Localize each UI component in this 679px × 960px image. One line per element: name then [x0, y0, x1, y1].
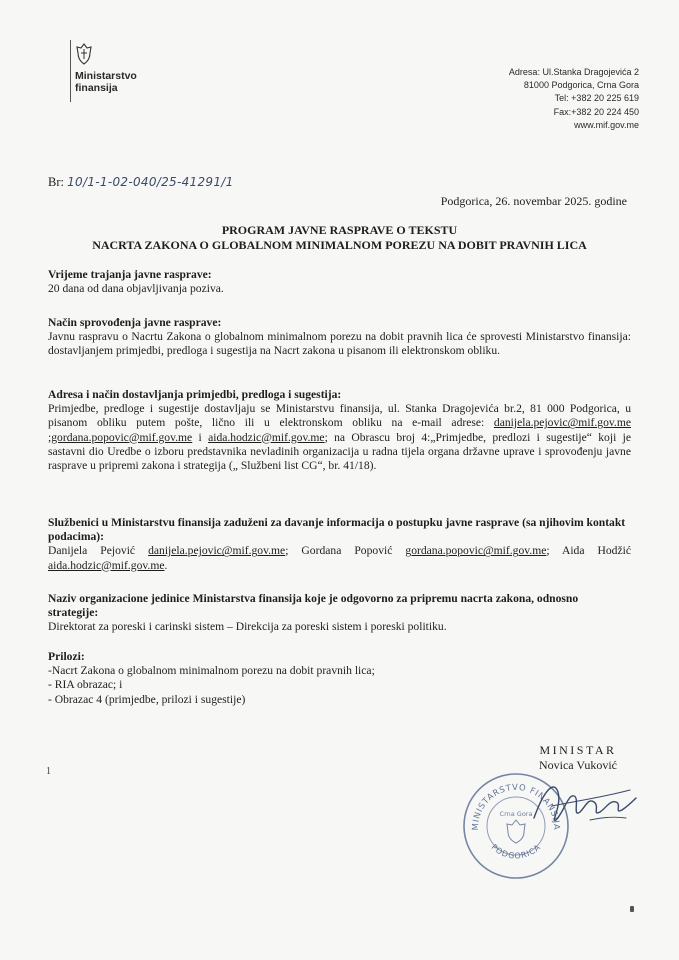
reference-handwritten-number: 10/1-1-02-040/25-41291/1	[67, 175, 234, 189]
address-street: Adresa: Ul.Stanka Dragojevića 2	[508, 67, 639, 77]
submission-text-a: Primjedbe, predloge i sugestije dostavljaju se Ministarstvu finansija, ul. Stanka Dragojevića br.2, 81 000 Podgorica, u pisanom obliku putem pošte, lično ili u elektronskom obliku na e-mail adrese:	[48, 402, 631, 430]
minister-name: Novica Vuković	[538, 758, 617, 772]
address-city: 81000 Podgorica, Crna Gora	[523, 80, 639, 91]
title-line-1: PROGRAM JAVNE RASPRAVE O TEKSTU	[221, 223, 458, 237]
title-line-2: NACRTA ZAKONA O GLOBALNOM MINIMALNOM POREZU NA DOBIT PRAVNIH LICA	[92, 238, 587, 252]
seal-text-country: Crna Gora	[499, 810, 533, 818]
contact-name-popovic: ; Gordana Popović	[285, 544, 406, 558]
attachment-item: - Obrazac 4 (primjedbe, prilozi i sugestije)	[48, 692, 246, 706]
section-contacts	[48, 516, 631, 573]
seal-text-bottom: PODGORICA	[489, 842, 543, 861]
email-link-popovic[interactable]: gordana.popovic@mif.gov.me	[51, 430, 193, 444]
ministry-logo-text	[75, 70, 137, 94]
corner-mark	[630, 906, 634, 912]
submission-sep-1: ;	[48, 430, 52, 444]
contact-name-pejovic: Danijela Pejović	[48, 544, 149, 558]
submission-text-b: ; na Obrascu broj 4:„Primjedbe, predlozi i sugestije“ koji je sastavni dio Uredbe o izboru predstavnika nevladinih organizacija u radna tijela organa državne uprave i sprovođenju javne rasprave u pripremi zakona i strategija („ Službeni list CG“, br. 41/18).	[48, 430, 631, 473]
address-fax: Fax:+382 20 224 450	[553, 106, 639, 117]
unit-heading: Naziv organizacione jedinice Ministarstva finansija koje je odgovorno za pripremu nacrta zakona, odnosno strategije:	[48, 592, 579, 620]
method-text: Javnu raspravu o Nacrtu Zakona o globalnom minimalnom porezu na dobit pravnih lica će sprovesti Ministarstvo finansija: dostavljanjem primjedbi, predloga i sugestija na Nacrt zakona u pisanom ili elektronskom obliku.	[48, 330, 631, 358]
contact-email-pejovic[interactable]: danijela.pejovic@mif.gov.me	[148, 544, 286, 558]
section-duration	[48, 268, 631, 296]
ministry-line-2: finansija	[75, 82, 118, 94]
logo-divider	[70, 40, 71, 102]
ministry-line-1: Ministarstvo	[75, 70, 137, 82]
attachment-item: -Nacrt Zakona o globalnom minimalnom porezu na dobit pravnih lica;	[48, 664, 375, 678]
email-link-hodzic[interactable]: aida.hodzic@mif.gov.me	[208, 430, 325, 444]
reference-number	[48, 175, 234, 190]
submission-sep-2: i	[192, 430, 209, 444]
contact-email-hodzic[interactable]: aida.hodzic@mif.gov.me	[48, 558, 165, 572]
submission-text	[48, 402, 631, 473]
coat-of-arms-icon	[74, 42, 94, 66]
place-and-date: Podgorica, 26. novembar 2025. godine	[440, 194, 627, 208]
margin-mark: 1	[46, 766, 51, 777]
minister-title: MINISTAR	[539, 743, 617, 757]
section-method	[48, 316, 631, 359]
address-website: www.mif.gov.me	[574, 119, 639, 130]
duration-heading: Vrijeme trajanja javne rasprave:	[48, 268, 212, 281]
contact-name-hodzic: ; Aida Hodžić	[546, 544, 631, 558]
ministry-address	[509, 66, 639, 132]
contact-email-popovic[interactable]: gordana.popovic@mif.gov.me	[405, 544, 547, 558]
contacts-text	[48, 544, 631, 572]
handwritten-signature	[530, 772, 640, 842]
signature-block	[539, 743, 617, 773]
method-heading: Način sprovođenja javne rasprave:	[48, 316, 222, 329]
contacts-end: .	[164, 558, 168, 572]
unit-text: Direktorat za poreski i carinski sistem – Direkcija za poreski sistem i poreski politiku.	[48, 620, 447, 634]
contacts-heading: Službenici u Ministarstvu finansija zaduženi za davanje informacija o postupku javne rasprave (sa njihovim kontakt podacima):	[48, 516, 626, 544]
attachments-heading: Prilozi:	[48, 650, 85, 663]
attachment-item: - RIA obrazac; i	[48, 678, 123, 692]
document-title	[0, 223, 679, 253]
section-unit	[48, 592, 631, 635]
section-attachments	[48, 650, 631, 707]
email-link-pejovic[interactable]: danijela.pejovic@mif.gov.me	[493, 416, 631, 430]
reference-label: Br:	[48, 175, 68, 189]
address-phone: Tel: +382 20 225 619	[554, 93, 639, 104]
seal-text-top: MINISTARSTVO FINANSIJA	[469, 781, 563, 831]
svg-text:PODGORICA	[490, 842, 543, 860]
submission-heading: Adresa i način dostavljanja primjedbi, predloga i sugestija:	[48, 388, 342, 401]
section-submission	[48, 388, 631, 473]
duration-text: 20 dana od dana objavljivanja poziva.	[48, 282, 224, 296]
